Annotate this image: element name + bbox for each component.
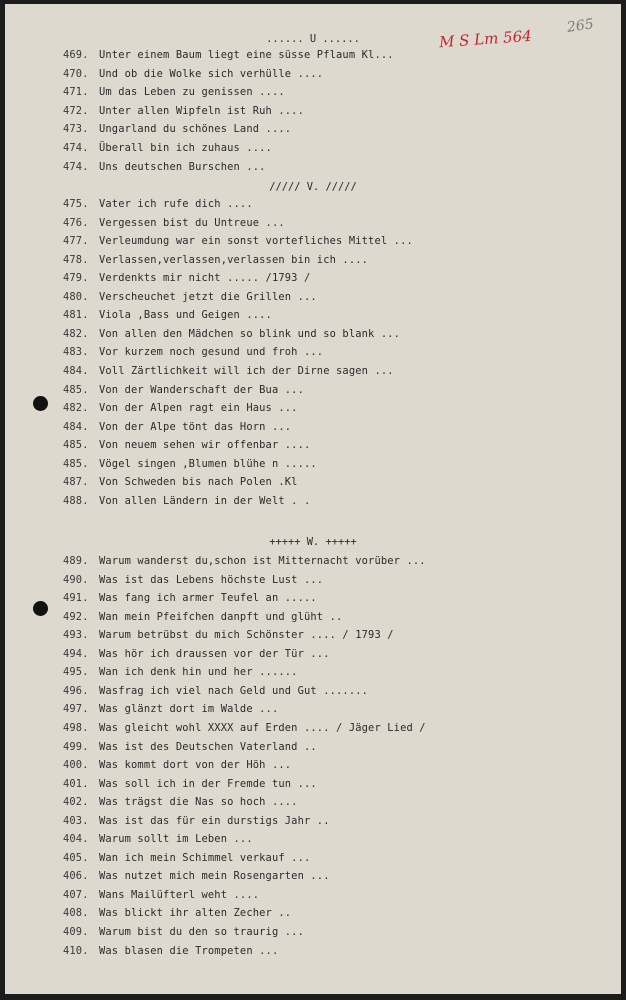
entry-number: 484. <box>63 364 89 377</box>
entry-number: 488. <box>63 494 89 507</box>
entry-number: 400. <box>63 759 89 772</box>
list-item <box>63 925 523 939</box>
entry-number: 474. <box>63 160 89 173</box>
list-item <box>63 160 523 174</box>
entry-number: 493. <box>63 629 89 642</box>
list-item <box>63 122 523 136</box>
entry-text: Von der Wanderschaft der Bua ... <box>99 383 304 396</box>
entry-number: 498. <box>63 721 89 734</box>
entry-text: Was blasen die Trompeten ... <box>99 944 279 957</box>
list-item <box>63 494 523 508</box>
list-item <box>63 684 523 698</box>
list-item <box>63 554 523 568</box>
list-item <box>63 721 523 735</box>
list-item <box>63 665 523 679</box>
list-item <box>63 197 523 211</box>
entry-text: Unter einem Baum liegt eine süsse Pflaum Kl... <box>99 49 394 61</box>
list-item <box>63 832 523 846</box>
list-item <box>63 383 523 397</box>
entry-text: Um das Leben zu genissen .... <box>99 86 285 99</box>
entry-text: Was trägst die Nas so hoch .... <box>99 796 298 809</box>
list-item <box>63 345 523 359</box>
shelfmark-annotation: M S Lm 564 <box>438 26 533 52</box>
entry-number: 494. <box>63 647 89 660</box>
entry-text: Verscheuchet jetzt die Grillen ... <box>99 290 317 303</box>
entry-text: Was gleicht wohl XXXX auf Erden .... / Jäger Lied / <box>99 721 426 734</box>
entry-text: Was kommt dort von der Höh ... <box>99 759 292 772</box>
typewritten-page <box>5 4 621 994</box>
list-item <box>63 141 523 155</box>
list-item <box>63 253 523 267</box>
list-item <box>63 364 523 378</box>
entry-number: 401. <box>63 777 89 790</box>
entry-text: Von Schweden bis nach Polen .Kl <box>99 476 298 489</box>
entry-number: 478. <box>63 253 89 266</box>
entry-number: 491. <box>63 592 89 605</box>
entry-text: Wans Mailüfterl weht .... <box>99 888 260 901</box>
entry-number: 482. <box>63 327 89 340</box>
entry-text: Warum sollt im Leben ... <box>99 833 253 846</box>
entry-text: Was fang ich armer Teufel an ..... <box>99 592 317 605</box>
list-item <box>63 438 523 452</box>
entry-number: 404. <box>63 833 89 846</box>
entry-number: 408. <box>63 907 89 920</box>
list-item <box>63 888 523 902</box>
entry-number: 475. <box>63 198 89 210</box>
entry-number: 495. <box>63 666 89 679</box>
list-item <box>63 327 523 341</box>
entry-text: Was ist das Lebens höchste Lust ... <box>99 573 324 586</box>
entry-number: 402. <box>63 796 89 809</box>
entry-text: Vor kurzem noch gesund und froh ... <box>99 346 324 359</box>
entry-number: 483. <box>63 346 89 359</box>
entry-number: 479. <box>63 272 89 285</box>
entry-number: 469. <box>63 49 89 61</box>
list-item <box>63 906 523 920</box>
list-item <box>63 420 523 434</box>
entry-text: Uns deutschen Burschen ... <box>99 160 266 173</box>
list-item <box>63 814 523 828</box>
section-heading-v: ///// V. ///// <box>269 181 357 193</box>
entry-text: Verlassen,verlassen,verlassen bin ich .... <box>99 253 369 266</box>
section-heading-u: ...... U ...... <box>266 33 360 45</box>
entry-number: 484. <box>63 420 89 433</box>
folio-number: 265 <box>566 16 595 36</box>
list-item <box>63 67 523 81</box>
entry-text: Von der Alpen ragt ein Haus ... <box>99 402 298 415</box>
entry-text: Warum wanderst du,schon ist Mitternacht vorüber ... <box>99 555 426 567</box>
punch-hole <box>33 601 48 616</box>
list-item <box>63 647 523 661</box>
entry-text: Verdenkts mir nicht ..... /1793 / <box>99 272 311 285</box>
entry-number: 473. <box>63 123 89 136</box>
entry-text: Verleumdung war ein sonst vortefliches Mittel ... <box>99 235 413 248</box>
entry-number: 476. <box>63 216 89 229</box>
list-item <box>63 401 523 415</box>
entry-number: 472. <box>63 104 89 117</box>
entry-text: Von neuem sehen wir offenbar .... <box>99 439 311 452</box>
entry-number: 470. <box>63 67 89 80</box>
list-item <box>63 216 523 230</box>
entry-text: Was hör ich draussen vor der Tür ... <box>99 647 330 660</box>
entry-number: 485. <box>63 383 89 396</box>
entry-text: Von allen den Mädchen so blink und so blank ... <box>99 327 401 340</box>
entry-text: Ungarland du schönes Land .... <box>99 123 292 136</box>
list-item <box>63 610 523 624</box>
punch-hole <box>33 396 48 411</box>
entry-text: Warum betrübst du mich Schönster .... / 1793 / <box>99 629 394 642</box>
entry-number: 409. <box>63 926 89 938</box>
list-item <box>63 944 523 958</box>
list-item <box>63 740 523 754</box>
list-item <box>63 308 523 322</box>
entry-number: 480. <box>63 290 89 303</box>
entry-text: Was blickt ihr alten Zecher .. <box>99 907 292 920</box>
list-item <box>63 628 523 642</box>
section-heading-w: +++++ W. +++++ <box>269 536 357 548</box>
entry-text: Was soll ich in der Fremde tun ... <box>99 777 317 790</box>
list-item <box>63 777 523 791</box>
entry-text: Und ob die Wolke sich verhülle .... <box>99 67 324 80</box>
entry-number: 490. <box>63 573 89 586</box>
entry-text: Voll Zärtlichkeit will ich der Dirne sagen ... <box>99 364 394 377</box>
list-item <box>63 758 523 772</box>
entry-number: 499. <box>63 740 89 753</box>
entry-text: Was ist das für ein durstigs Jahr .. <box>99 814 330 827</box>
entry-number: 406. <box>63 870 89 883</box>
list-item <box>63 591 523 605</box>
entry-text: Von der Alpe tönt das Horn ... <box>99 420 292 433</box>
entry-number: 485. <box>63 439 89 452</box>
entry-text: Wan ich denk hin und her ...... <box>99 666 298 679</box>
list-item <box>63 702 523 716</box>
list-item <box>63 851 523 865</box>
entry-number: 496. <box>63 684 89 697</box>
list-item <box>63 104 523 118</box>
entry-number: 471. <box>63 86 89 99</box>
entry-number: 407. <box>63 888 89 901</box>
list-item <box>63 290 523 304</box>
entry-text: Wan ich mein Schimmel verkauf ... <box>99 851 311 864</box>
list-item <box>63 48 523 62</box>
entry-text: Was glänzt dort im Walde ... <box>99 703 279 716</box>
entry-number: 497. <box>63 703 89 716</box>
entry-number: 489. <box>63 555 89 567</box>
entry-number: 477. <box>63 235 89 248</box>
list-item <box>63 869 523 883</box>
entry-text: Viola ,Bass und Geigen .... <box>99 309 272 322</box>
entry-text: Wasfrag ich viel nach Geld und Gut ....... <box>99 684 369 697</box>
entry-number: 492. <box>63 610 89 623</box>
entry-number: 485. <box>63 457 89 470</box>
entry-number: 410. <box>63 944 89 957</box>
entry-text: Was ist des Deutschen Vaterland .. <box>99 740 317 753</box>
entry-number: 487. <box>63 476 89 489</box>
list-item <box>63 795 523 809</box>
entry-text: Vergessen bist du Untreue ... <box>99 216 285 229</box>
list-item <box>63 475 523 489</box>
entry-number: 481. <box>63 309 89 322</box>
entry-number: 403. <box>63 814 89 827</box>
list-item <box>63 457 523 471</box>
list-item <box>63 271 523 285</box>
entry-text: Überall bin ich zuhaus .... <box>99 142 272 154</box>
entry-text: Vögel singen ,Blumen blühe n ..... <box>99 457 317 470</box>
entry-text: Vater ich rufe dich .... <box>99 198 253 210</box>
list-item <box>63 573 523 587</box>
entry-text: Von allen Ländern in der Welt . . <box>99 494 311 507</box>
list-item <box>63 85 523 99</box>
entry-text: Unter allen Wipfeln ist Ruh .... <box>99 104 304 117</box>
entry-text: Wan mein Pfeifchen danpft und glüht .. <box>99 610 343 623</box>
list-item <box>63 234 523 248</box>
entry-number: 482. <box>63 402 89 415</box>
entry-text: Was nutzet mich mein Rosengarten ... <box>99 870 330 883</box>
entry-number: 474. <box>63 142 89 154</box>
entry-number: 405. <box>63 851 89 864</box>
entry-text: Warum bist du den so traurig ... <box>99 926 304 938</box>
